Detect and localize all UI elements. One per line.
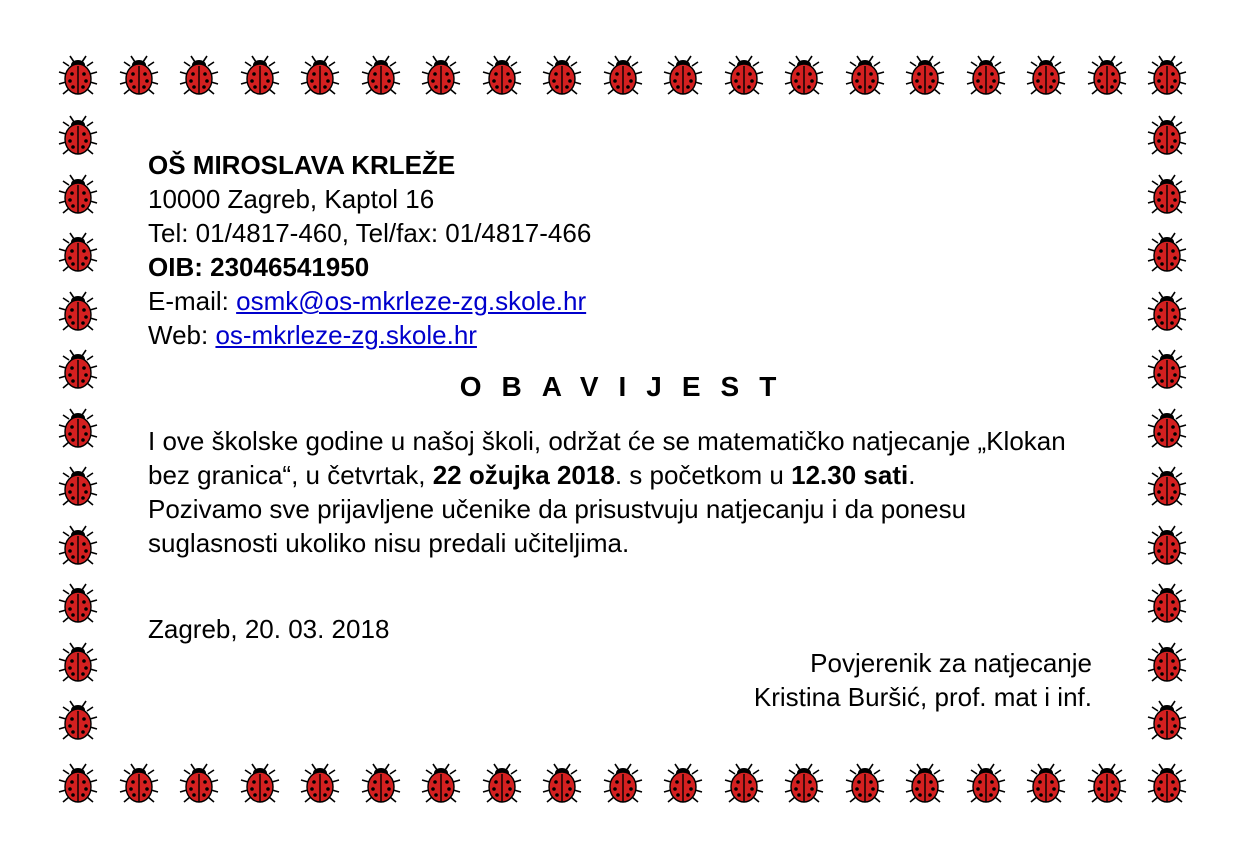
notice-document	[148, 148, 1108, 712]
ladybug-icon	[963, 762, 1009, 808]
ladybug-icon	[55, 582, 101, 628]
ladybug-icon	[55, 524, 101, 570]
web-label: Web:	[148, 320, 216, 350]
ladybug-icon	[237, 762, 283, 808]
ladybug-icon	[600, 762, 646, 808]
notice-paragraph-2: Pozivamo sve prijavljene učenike da prisustvuju natjecanju i da ponesu suglasnosti ukoliko nisu predali učiteljima.	[148, 494, 967, 558]
ladybug-icon	[55, 762, 101, 808]
ladybug-icon	[55, 348, 101, 394]
signature-block	[754, 646, 1092, 714]
ladybug-icon	[1144, 641, 1190, 687]
ladybug-icon	[1023, 762, 1069, 808]
ladybug-icon	[1144, 114, 1190, 160]
email-link[interactable]: osmk@os-mkrleze-zg.skole.hr	[236, 286, 587, 316]
ladybug-icon	[55, 231, 101, 277]
ladybug-icon	[1144, 582, 1190, 628]
school-oib: OIB: 23046541950	[148, 252, 370, 282]
ladybug-icon	[358, 54, 404, 100]
ladybug-icon	[1144, 231, 1190, 277]
ladybug-icon	[781, 54, 827, 100]
ladybug-icon	[721, 54, 767, 100]
p1-text-b: . s početkom u	[614, 460, 792, 490]
ladybug-icon	[176, 54, 222, 100]
ladybug-icon	[176, 762, 222, 808]
school-address: 10000 Zagreb, Kaptol 16	[148, 184, 435, 214]
school-phones: Tel: 01/4817-460, Tel/fax: 01/4817-466	[148, 218, 592, 248]
web-link[interactable]: os-mkrleze-zg.skole.hr	[215, 320, 477, 350]
ladybug-icon	[55, 290, 101, 336]
ladybug-icon	[1084, 54, 1130, 100]
ladybug-icon	[55, 114, 101, 160]
ladybug-icon	[902, 54, 948, 100]
ladybug-icon	[842, 762, 888, 808]
ladybug-icon	[1144, 54, 1190, 100]
ladybug-icon	[1023, 54, 1069, 100]
ladybug-icon	[55, 641, 101, 687]
ladybug-icon	[539, 54, 585, 100]
notice-title: OBAVIJEST	[459, 371, 797, 402]
ladybug-icon	[1144, 524, 1190, 570]
ladybug-icon	[479, 54, 525, 100]
competition-date: 22 ožujka 2018	[432, 460, 615, 490]
school-name: OŠ MIROSLAVA KRLEŽE	[148, 150, 456, 180]
ladybug-icon	[418, 762, 464, 808]
ladybug-icon	[418, 54, 464, 100]
ladybug-icon	[55, 54, 101, 100]
ladybug-icon	[781, 762, 827, 808]
ladybug-icon	[297, 54, 343, 100]
date-line: Zagreb, 20. 03. 2018	[148, 614, 390, 644]
ladybug-icon	[721, 762, 767, 808]
ladybug-icon	[55, 407, 101, 453]
ladybug-icon	[1144, 762, 1190, 808]
ladybug-icon	[55, 699, 101, 745]
ladybug-icon	[1144, 699, 1190, 745]
email-line	[148, 284, 1108, 318]
ladybug-icon	[1144, 348, 1190, 394]
ladybug-icon	[55, 173, 101, 219]
ladybug-icon	[479, 762, 525, 808]
notice-paragraph-1	[148, 424, 1078, 492]
ladybug-icon	[1084, 762, 1130, 808]
p1-text-c: .	[908, 460, 916, 490]
ladybug-icon	[297, 762, 343, 808]
ladybug-icon	[237, 54, 283, 100]
ladybug-icon	[1144, 465, 1190, 511]
ladybug-icon	[600, 54, 646, 100]
ladybug-icon	[116, 54, 162, 100]
signature-name: Kristina Buršić, prof. mat i inf.	[753, 682, 1092, 712]
ladybug-icon	[116, 762, 162, 808]
ladybug-icon	[55, 465, 101, 511]
email-label: E-mail:	[148, 286, 237, 316]
ladybug-icon	[539, 762, 585, 808]
ladybug-icon	[902, 762, 948, 808]
ladybug-icon	[1144, 407, 1190, 453]
ladybug-icon	[358, 762, 404, 808]
ladybug-icon	[660, 762, 706, 808]
p1-text-a: I ove školske godine u našoj školi, održat će se matematičko natjecanje „Klokan bez granica“, u četvrtak,	[148, 426, 1066, 490]
ladybug-icon	[963, 54, 1009, 100]
signature-role: Povjerenik za natjecanje	[810, 648, 1092, 678]
web-line	[148, 318, 1108, 352]
notice-body	[148, 424, 1078, 560]
ladybug-icon	[842, 54, 888, 100]
ladybug-icon	[660, 54, 706, 100]
ladybug-icon	[1144, 290, 1190, 336]
competition-time: 12.30 sati	[791, 460, 909, 490]
ladybug-icon	[1144, 173, 1190, 219]
